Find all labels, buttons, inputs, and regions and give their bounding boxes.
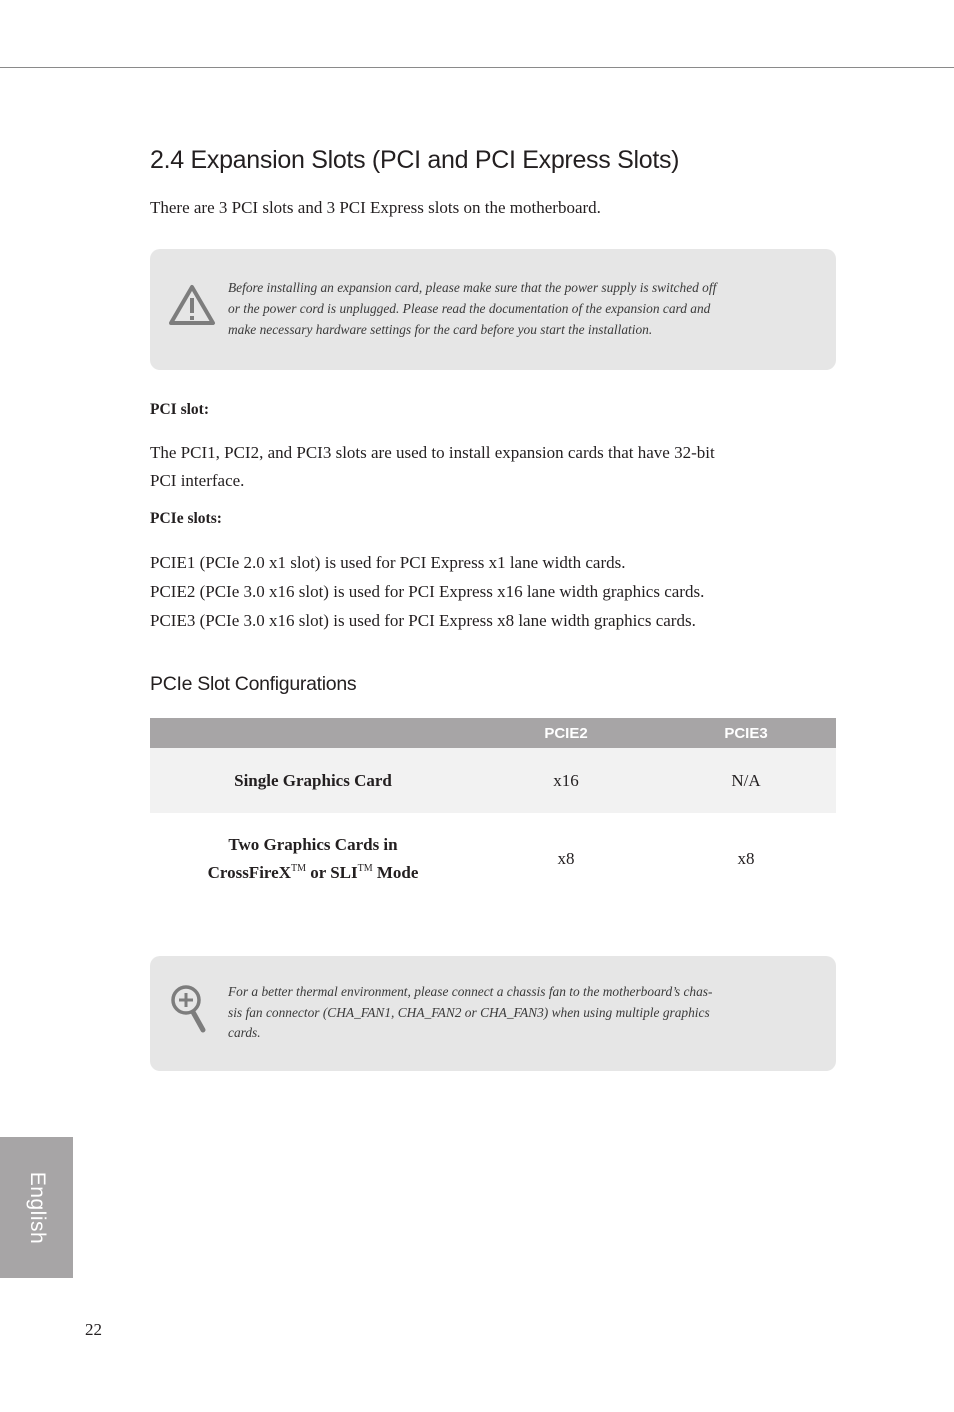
mode-label: Mode [372,863,419,882]
pcie2-value: x16 [553,770,579,790]
intro-text: There are 3 PCI slots and 3 PCI Express slots on the motherboard. [150,198,601,217]
pci-slot-heading: PCI slot: [150,401,209,418]
pci-line: PCI interface. [150,471,245,490]
table-row [150,748,836,813]
trademark-mark: TM [357,863,373,874]
table-header-row [150,718,836,748]
row-label: Single Graphics Card [234,770,392,790]
language-label: English [25,1171,49,1244]
pcie-line: PCIE2 (PCIe 3.0 x16 slot) is used for PCI Express x16 lane width graphics cards. [150,582,705,601]
tip-line: cards. [228,1025,261,1040]
pcie-line: PCIE3 (PCIe 3.0 x16 slot) is used for PCI Express x8 lane width graphics cards. [150,611,696,630]
tip-note [150,956,836,1071]
table-header-cell [150,718,476,748]
pcie2-value: x8 [557,849,575,868]
pcie-config-table [150,718,836,905]
tip-line: For a better thermal environment, please connect a chassis fan to the motherboard’s chas- [228,984,713,999]
pci-slot-description [150,439,715,495]
pcie-line: PCIE1 (PCIe 2.0 x1 slot) is used for PCI Express x1 lane width cards. [150,553,626,572]
pcie-slots-description [150,548,704,635]
pcie3-value: x8 [737,849,755,868]
sli-label: or SLI [305,863,358,882]
warning-triangle-icon [168,284,216,326]
trademark-mark: TM [290,863,306,874]
tip-line: sis fan connector (CHA_FAN1, CHA_FAN2 or CHA_FAN3) when using multiple graphics [228,1004,710,1020]
config-title: PCIe Slot Configurations [150,673,357,695]
row-label [150,813,476,905]
header-rule [0,67,954,68]
caution-note [150,249,836,370]
magnifier-plus-icon [170,984,208,1034]
row-label-line: Two Graphics Cards in [228,835,398,854]
section-title: 2.4 Expansion Slots (PCI and PCI Express Slots) [150,146,680,174]
table-header-cell: PCIE2 [544,724,588,742]
table-row [150,813,836,905]
pci-line: The PCI1, PCI2, and PCI3 slots are used to install expansion cards that have 32-bit [150,443,715,462]
pcie-slots-heading: PCIe slots: [150,510,222,527]
language-side-tab [0,1137,73,1278]
crossfirex-label: CrossFireX [207,863,291,882]
table-header-cell: PCIE3 [724,724,768,742]
tip-note-text [228,982,788,1044]
caution-line: Before installing an expansion card, please make sure that the power supply is switched off [228,280,717,295]
caution-note-text [228,277,788,340]
pcie3-value: N/A [731,770,761,790]
caution-line: or the power cord is unplugged. Please read the documentation of the expansion card and [228,301,711,316]
caution-line: make necessary hardware settings for the card before you start the installation. [228,322,653,337]
page-number: 22 [85,1320,102,1339]
